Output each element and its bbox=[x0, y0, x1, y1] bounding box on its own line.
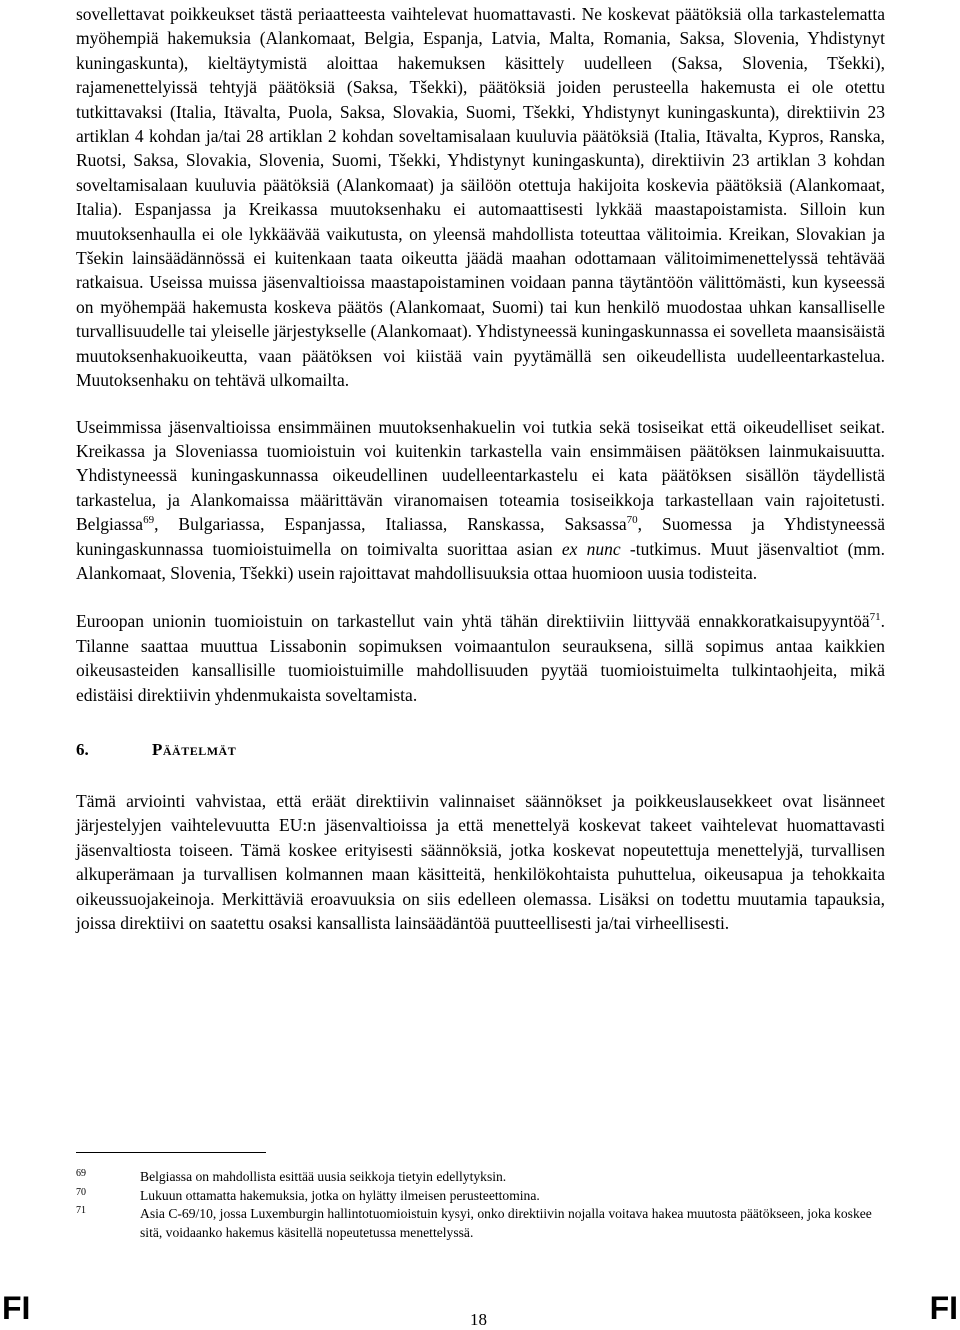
footnote-70: 70 Lukuun ottamatta hakemuksia, jotka on hylätty ilmeisen perusteettomina. bbox=[76, 1186, 540, 1203]
section-heading bbox=[76, 737, 885, 763]
paragraph-appeal-exceptions: sovellettavat poikkeukset tästä periaatteesta vaihtelevat huomattavasti. Ne koskevat päätöksiä olla tarkastelematta myöhempiä hakemuksia (Alankomaat, Belgia, Espanja, Latvia, Malta, Romania, Saksa, Slovenia, Yhdistynyt kuningaskunta), kieltäytymistä aloittaa hakemuksen käsittely uudelleen (Saksa, Slovenia, Tšekki), rajamenettelyissä tehtyjä päätöksiä (Saksa, Tšekki), päätöksiä joiden perusteella hakemusta ei ole otettu tutkittavaksi (Italia, Itävalta, Puola, Saksa, Slovakia, Suomi, Tšekki, Yhdistynyt kuningaskunta), direktiivin 23 artiklan 4 kohdan ja/tai 28 artiklan 2 kohdan soveltamisalaan kuuluvia päätöksiä (Italia, Itävalta, Kypros, Ranska, Ruotsi, Saksa, Slovakia, Slovenia, Suomi, Tšekki, Yhdistynyt kuningaskunta), direktiivin 23 artiklan 3 kohdan soveltamisalaan kuuluvia päätöksiä (Alankomaat) ja säilöön otettuja hakijoita koskevia päätöksiä (Alankomaat, Italia). Espanjassa ja Kreikassa muutoksenhaku ei automaattisesti lykkää maastapoistamista. Silloin kun muutoksenhaulla ei ole lykkäävää vaikutusta, on yleensä mahdollista toteuttaa välitoimia. Kreikan, Slovakian ja Tšekin lainsäädännössä ei kuitenkaan taata oikeutta jäädä maahan odottamaan välitoimimenettelyssä tehtävää ratkaisua. Useissa muissa jäsenvaltioissa maastapoistaminen voidaan panna täytäntöön välittömästi, kun kyseessä on myöhempää hakemusta koskeva päätös (Alankomaat, Suomi) tai kun henkilö muodostaa uhkan kansalliselle turvallisuudelle tai yleiselle järjestykselle (Alankomaat). Yhdistyneessä kuningaskunnassa ei sovelleta maansisäistä muutoksenhakuoikeutta, vaan päätöksen voi kiistää vain pyytämällä sen oikeudellista uudelleentarkastelua. Muutoksenhaku on tehtävä ulkomailta. bbox=[76, 4, 885, 391]
section-title: Päätelmät bbox=[152, 739, 237, 759]
footnote-71: 71 Asia C-69/10, jossa Luxemburgin hallintotuomioistuin kysyi, onko direktiivin nojalla voitava hakea muutosta päätökseen, joka koskee sitä, voidaanko hakemus käsitellä nopeutetussa menettelyssä. bbox=[76, 1205, 872, 1240]
section-number: 6. bbox=[76, 739, 89, 759]
paragraph-conclusions: Tämä arviointi vahvistaa, että eräät direktiivin valinnaiset säännökset ja poikkeuslausekkeet ovat lisänneet järjestelyjen vaihtelevuutta EU:n jäsenvaltioissa ja että menettelyä koskevat takeet vaihtelevat huomattavasti jäsenvaltiosta toiseen. Tämä koskee erityisesti säännöksiä, jotka koskevat nopeutettuja menettelyjä, turvallisen alkuperämaan ja turvallisen kolmannen maan käsitteitä, henkilökohtaista puhuttelua, oikeusapua ja tehokkaita oikeussuojakeinoja. Merkittäviä eroavuuksia on siis edelleen olemassa. Lisäksi on todettu muutamia tapauksia, joissa direktiivi on saatettu osaksi kansallista lainsäädäntöä puutteellisesti ja/tai virheellisesti. bbox=[76, 790, 885, 933]
paragraph-first-instance: Useimmissa jäsenvaltioissa ensimmäinen muutoksenhakuelin voi tutkia sekä tosiseikat että oikeudelliset seikat. Kreikassa ja Sloveniassa tuomioistuin voi kuitenkin tarkastella vain ensimmäisen päätöksen lainmukaisuutta. Yhdistyneessä kuningaskunnassa oikeudellinen uudelleentarkastelu ei kata päätöksen sisällön täydellistä tarkastelua, ja Alankomaissa määrittävän viranomaisen toteamia tosiseikkoja tarkastellaan vain rajoitetusti. Belgiassa$^{69}$, Bulgariassa, Espanjassa, Italiassa, Ranskassa, Saksassa$^{70}$, Suomessa ja Yhdistyneessä kuningaskunnassa tuomioistuimella on toimivalta suorittaa asian ex nunc -tutkimus. Muut jäsenvaltiot (mm. Alankomaat, Slovenia, Tšekki) usein rajoittavat mahdollisuuksia ottaa huomioon uusia todisteita. bbox=[76, 416, 886, 583]
footer-language-right: FI bbox=[929, 1290, 958, 1326]
footnote-ref-69[interactable]: 69 bbox=[143, 514, 155, 527]
footnote-69: 69 Belgiassa on mahdollista esittää uusia seikkoja tietyin edellytyksin. bbox=[76, 1168, 507, 1184]
footnote-ref-71[interactable]: 71 bbox=[869, 611, 881, 624]
page-number: 18 bbox=[470, 1310, 487, 1329]
paragraph-court-of-justice: Euroopan unionin tuomioistuin on tarkastellut vain yhtä tähän direktiiviin liittyvää ennakkoratkaisupyyntöä$^{71}$. Tilanne saattaa muuttua Lissabonin sopimuksen voimaantulon seurauksena, sillä sopimus antaa kaikkien oikeusasteiden kansallisille tuomioistuimille mahdollisuuden pyytää tuomioistuimelta tulkintaohjeita, mikä edistäisi direktiivin yhdenmukaista soveltamista. bbox=[76, 611, 885, 705]
footnotes bbox=[76, 1168, 888, 1242]
footnote-ref-70[interactable]: 70 bbox=[626, 514, 638, 527]
document-body bbox=[76, 2, 885, 935]
footer-language-left: FI bbox=[2, 1290, 31, 1326]
footnote-divider bbox=[76, 1152, 266, 1153]
